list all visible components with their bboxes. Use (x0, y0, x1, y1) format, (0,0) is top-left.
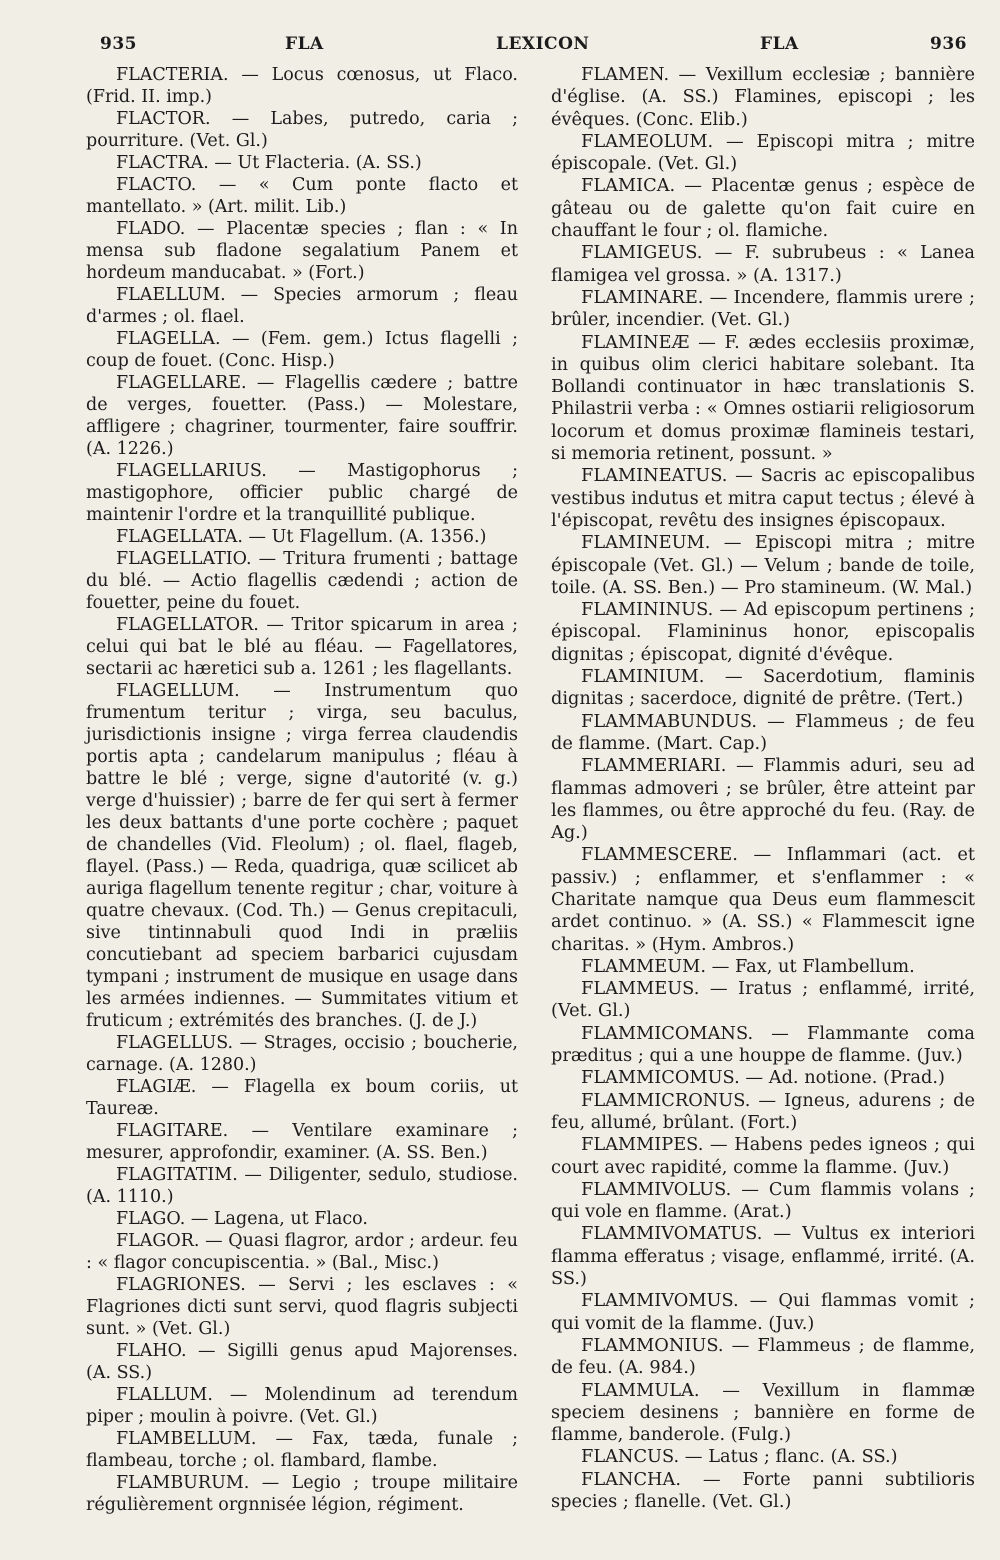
dictionary-entry: FLAGELLATIO. — Tritura frumenti ; battage du blé. — Actio flagellis cædendi ; action de fouetter, peine du fouet. (86, 549, 518, 613)
dictionary-entry: FLAMINIUM. — Sacerdotium, flaminis dignitas ; sacerdoce, dignité de prêtre. (Tert.) (551, 667, 975, 710)
page-number-left: 935 (100, 34, 137, 54)
dictionary-entry: FLAGELLATA. — Ut Flagellum. (A. 1356.) (116, 527, 487, 547)
dictionary-entry: FLAGELLUM. — Instrumentum quo frumentum teritur ; virga, seu baculus, jurisdictionis insigne ; virga ferrea claudendis portis apta ; candelarum manipulus ; fléau à battre le blé ; verge, signe d'autorité (v. g.) verge d'huissier) ; barre de fer qui sert à fermer les deux battants d'une porte cochère ; paquet de chandelles (Vid. Fleolum) ; ol. flael, flageb, flayel. (Pass.) — Reda, quadriga, quæ scilicet ab auriga flagellum tenente regitur ; char, voiture à quatre chevaux. (Cod. Th.) — Genus crepitaculi, sive tintinnabuli quod Indi in præliis concutiebant ad speciem barbarici cujusdam tympani ; instrument de musique en usage dans les armées indiennes. — Summitates vitium et fruticum ; extrémités des branches. (J. de J.) (86, 681, 518, 1031)
dictionary-entry: FLANCHA. — Forte panni subtilioris species ; flanelle. (Vet. Gl.) (551, 1469, 975, 1512)
running-head-right: FLA (760, 34, 799, 54)
dictionary-entry: FLAMEOLUM. — Episcopi mitra ; mitre épiscopale. (Vet. Gl.) (551, 131, 975, 175)
dictionary-entry: FLAMINEÆ — F. ædes ecclesiis proximæ, in quibus olim clerici habitare solebant. Ita Bollandi continuator in hæc translationis S. Philastrii verba : « Omnes ostiarii religiosorum locorum et domus proximæ flamineis testari, si memoria retinent, possunt. » (551, 332, 975, 465)
dictionary-entry: FLAELLUM. — Species armorum ; fleau d'armes ; ol. flael. (86, 285, 518, 327)
dictionary-entry: FLAGITARE. — Ventilare examinare ; mesurer, approfondir, examiner. (A. SS. Ben.) (86, 1121, 518, 1163)
dictionary-entry: FLACTO. — « Cum ponte flacto et mantellato. » (Art. milit. Lib.) (86, 175, 518, 217)
dictionary-entry: FLAGELLARIUS. — Mastigophorus ; mastigophore, officier public chargé de maintenir l'ordre et la tranquillité publique. (86, 461, 518, 525)
dictionary-entry: FLAMMICRONUS. — Igneus, adurens ; de feu, allumé, brûlant. (Fort.) (551, 1090, 975, 1133)
page-number-right: 936 (930, 34, 967, 54)
running-head-left: FLA (285, 34, 324, 54)
dictionary-entry: FLAMMONIUS. — Flammeus ; de flamme, de feu. (A. 984.) (551, 1335, 975, 1379)
dictionary-entry: FLACTOR. — Labes, putredo, caria ; pourriture. (Vet. Gl.) (86, 109, 518, 151)
right-column (551, 64, 975, 1513)
dictionary-entry: FLAMBELLUM. — Fax, tæda, funale ; flambeau, torche ; ol. flambard, flambe. (86, 1429, 518, 1471)
dictionary-entry: FLAGO. — Lagena, ut Flaco. (116, 1209, 368, 1229)
dictionary-entry: FLAGITATIM. — Diligenter, sedulo, studiose. (A. 1110.) (86, 1165, 518, 1207)
dictionary-entry: FLADO. — Placentæ species ; flan : « In mensa sub fladone segalatium Panem et hordeum manducabat. » (Fort.) (86, 219, 518, 283)
dictionary-entry: FLAGIÆ. — Flagella ex boum coriis, ut Taureæ. (86, 1077, 518, 1119)
dictionary-entry: FLACTERIA. — Locus cœnosus, ut Flaco. (Frid. II. imp.) (86, 65, 518, 107)
dictionary-entry: FLAMMABUNDUS. — Flammeus ; de feu de flamme. (Mart. Cap.) (551, 711, 975, 754)
left-column (86, 64, 518, 1516)
dictionary-entry: FLAMINEUM. — Episcopi mitra ; mitre épiscopale (Vet. Gl.) — Velum ; bande de toile, toile. (A. SS. Ben.) — Pro stamineum. (W. Mal.) (551, 533, 975, 598)
dictionary-entry: FLAGRIONES. — Servi ; les esclaves : « Flagriones dicti sunt servi, quod flagris subjecti sunt. » (Vet. Gl.) (86, 1275, 518, 1339)
dictionary-entry: FLAMIGEUS. — F. subrubeus : « Lanea flamigea vel grossa. » (A. 1317.) (551, 243, 975, 286)
dictionary-entry: FLAMMIVOMUS. — Qui flammas vomit ; qui vomit de la flamme. (Juv.) (551, 1291, 975, 1334)
dictionary-entry: FLAMININUS. — Ad episcopum pertinens ; épiscopal. Flamininus honor, episcopalis dignitas ; épiscopat, dignité d'évêque. (551, 600, 975, 665)
dictionary-entry: FLAGELLATOR. — Tritor spicarum in area ; celui qui bat le blé au fléau. — Fagellatores, sectarii ac hæretici sub a. 1261 ; les flagellants. (86, 615, 518, 679)
dictionary-entry: FLAMEN. — Vexillum ecclesiæ ; bannière d'église. (A. SS.) Flamines, episcopi ; les évêques. (Conc. Elib.) (551, 65, 975, 130)
dictionary-entry: FLAMMEUS. — Iratus ; enflammé, irrité, (Vet. Gl.) (551, 979, 975, 1022)
dictionary-entry: FLAMMIVOLUS. — Cum flammis volans ; qui vole en flamme. (Arat.) (551, 1179, 975, 1223)
dictionary-entry: FLAMMIPES. — Habens pedes igneos ; qui court avec rapidité, comme la flamme. (Juv.) (551, 1135, 975, 1178)
dictionary-entry: FLAMMULA. — Vexillum in flammæ speciem desinens ; bannière en forme de flamme, banderole. (Fulg.) (551, 1380, 975, 1446)
dictionary-entry: FLAGOR. — Quasi flagror, ardor ; ardeur. feu : « flagor concupiscentia. » (Bal., Misc.) (86, 1231, 518, 1273)
dictionary-entry: FLAMMERIARI. — Flammis aduri, seu ad flammas admoveri ; se brûler, être atteint par les flammes, ou être approché du feu. (Ray. de Ag.) (551, 756, 975, 844)
dictionary-entry: FLAMMIVOMATUS. — Vultus ex interiori flamma efferatus ; visage, enflammé, irrité. (A. SS.) (551, 1224, 975, 1290)
running-head-center: LEXICON (496, 34, 590, 54)
dictionary-entry: FLALLUM. — Molendinum ad terendum piper ; moulin à poivre. (Vet. Gl.) (86, 1385, 518, 1427)
dictionary-entry: FLAMMICOMANS. — Flammante coma præditus ; qui a une houppe de flamme. (Juv.) (551, 1023, 975, 1067)
dictionary-entry: FLACTRA. — Ut Flacteria. (A. SS.) (116, 153, 422, 173)
dictionary-entry: FLAMINEATUS. — Sacris ac episcopalibus vestibus indutus et mitra caput tectus ; élevé à l'épiscopat, revêtu des insignes épiscopaux. (551, 466, 975, 531)
dictionary-entry: FLAMICA. — Placentæ genus ; espèce de gâteau ou de galette qu'on fait cuire en chauffant le four ; ol. flamiche. (551, 176, 975, 242)
dictionary-entry: FLAMMICOMUS. — Ad. notione. (Prad.) (581, 1068, 945, 1089)
dictionary-entry: FLAMINARE. — Incendere, flammis urere ; brûler, incendier. (Vet. Gl.) (551, 287, 975, 331)
dictionary-entry: FLAGELLARE. — Flagellis cædere ; battre de verges, fouetter. (Pass.) — Molestare, affligere ; chagriner, tourmenter, faire souffrir. (A. 1226.) (86, 373, 518, 459)
dictionary-entry: FLAGELLUS. — Strages, occisio ; boucherie, carnage. (A. 1280.) (86, 1033, 518, 1075)
dictionary-entry: FLAMBURUM. — Legio ; troupe militaire régulièrement orgnnisée légion, régiment. (86, 1473, 518, 1515)
dictionary-entry: FLAMMEUM. — Fax, ut Flambellum. (581, 956, 915, 977)
dictionary-entry: FLANCUS. — Latus ; flanc. (A. SS.) (581, 1447, 898, 1468)
dictionary-entry: FLAGELLA. — (Fem. gem.) Ictus flagelli ; coup de fouet. (Conc. Hisp.) (86, 329, 518, 371)
dictionary-entry: FLAHO. — Sigilli genus apud Majorenses. (A. SS.) (86, 1341, 518, 1383)
dictionary-entry: FLAMMESCERE. — Inflammari (act. et passiv.) ; enflammer, et s'enflammer : « Charitate namque qua Deus eum flammescit ardet continuo. » (A. SS.) « Flammescit igne charitas. » (Hym. Ambros.) (551, 845, 975, 955)
